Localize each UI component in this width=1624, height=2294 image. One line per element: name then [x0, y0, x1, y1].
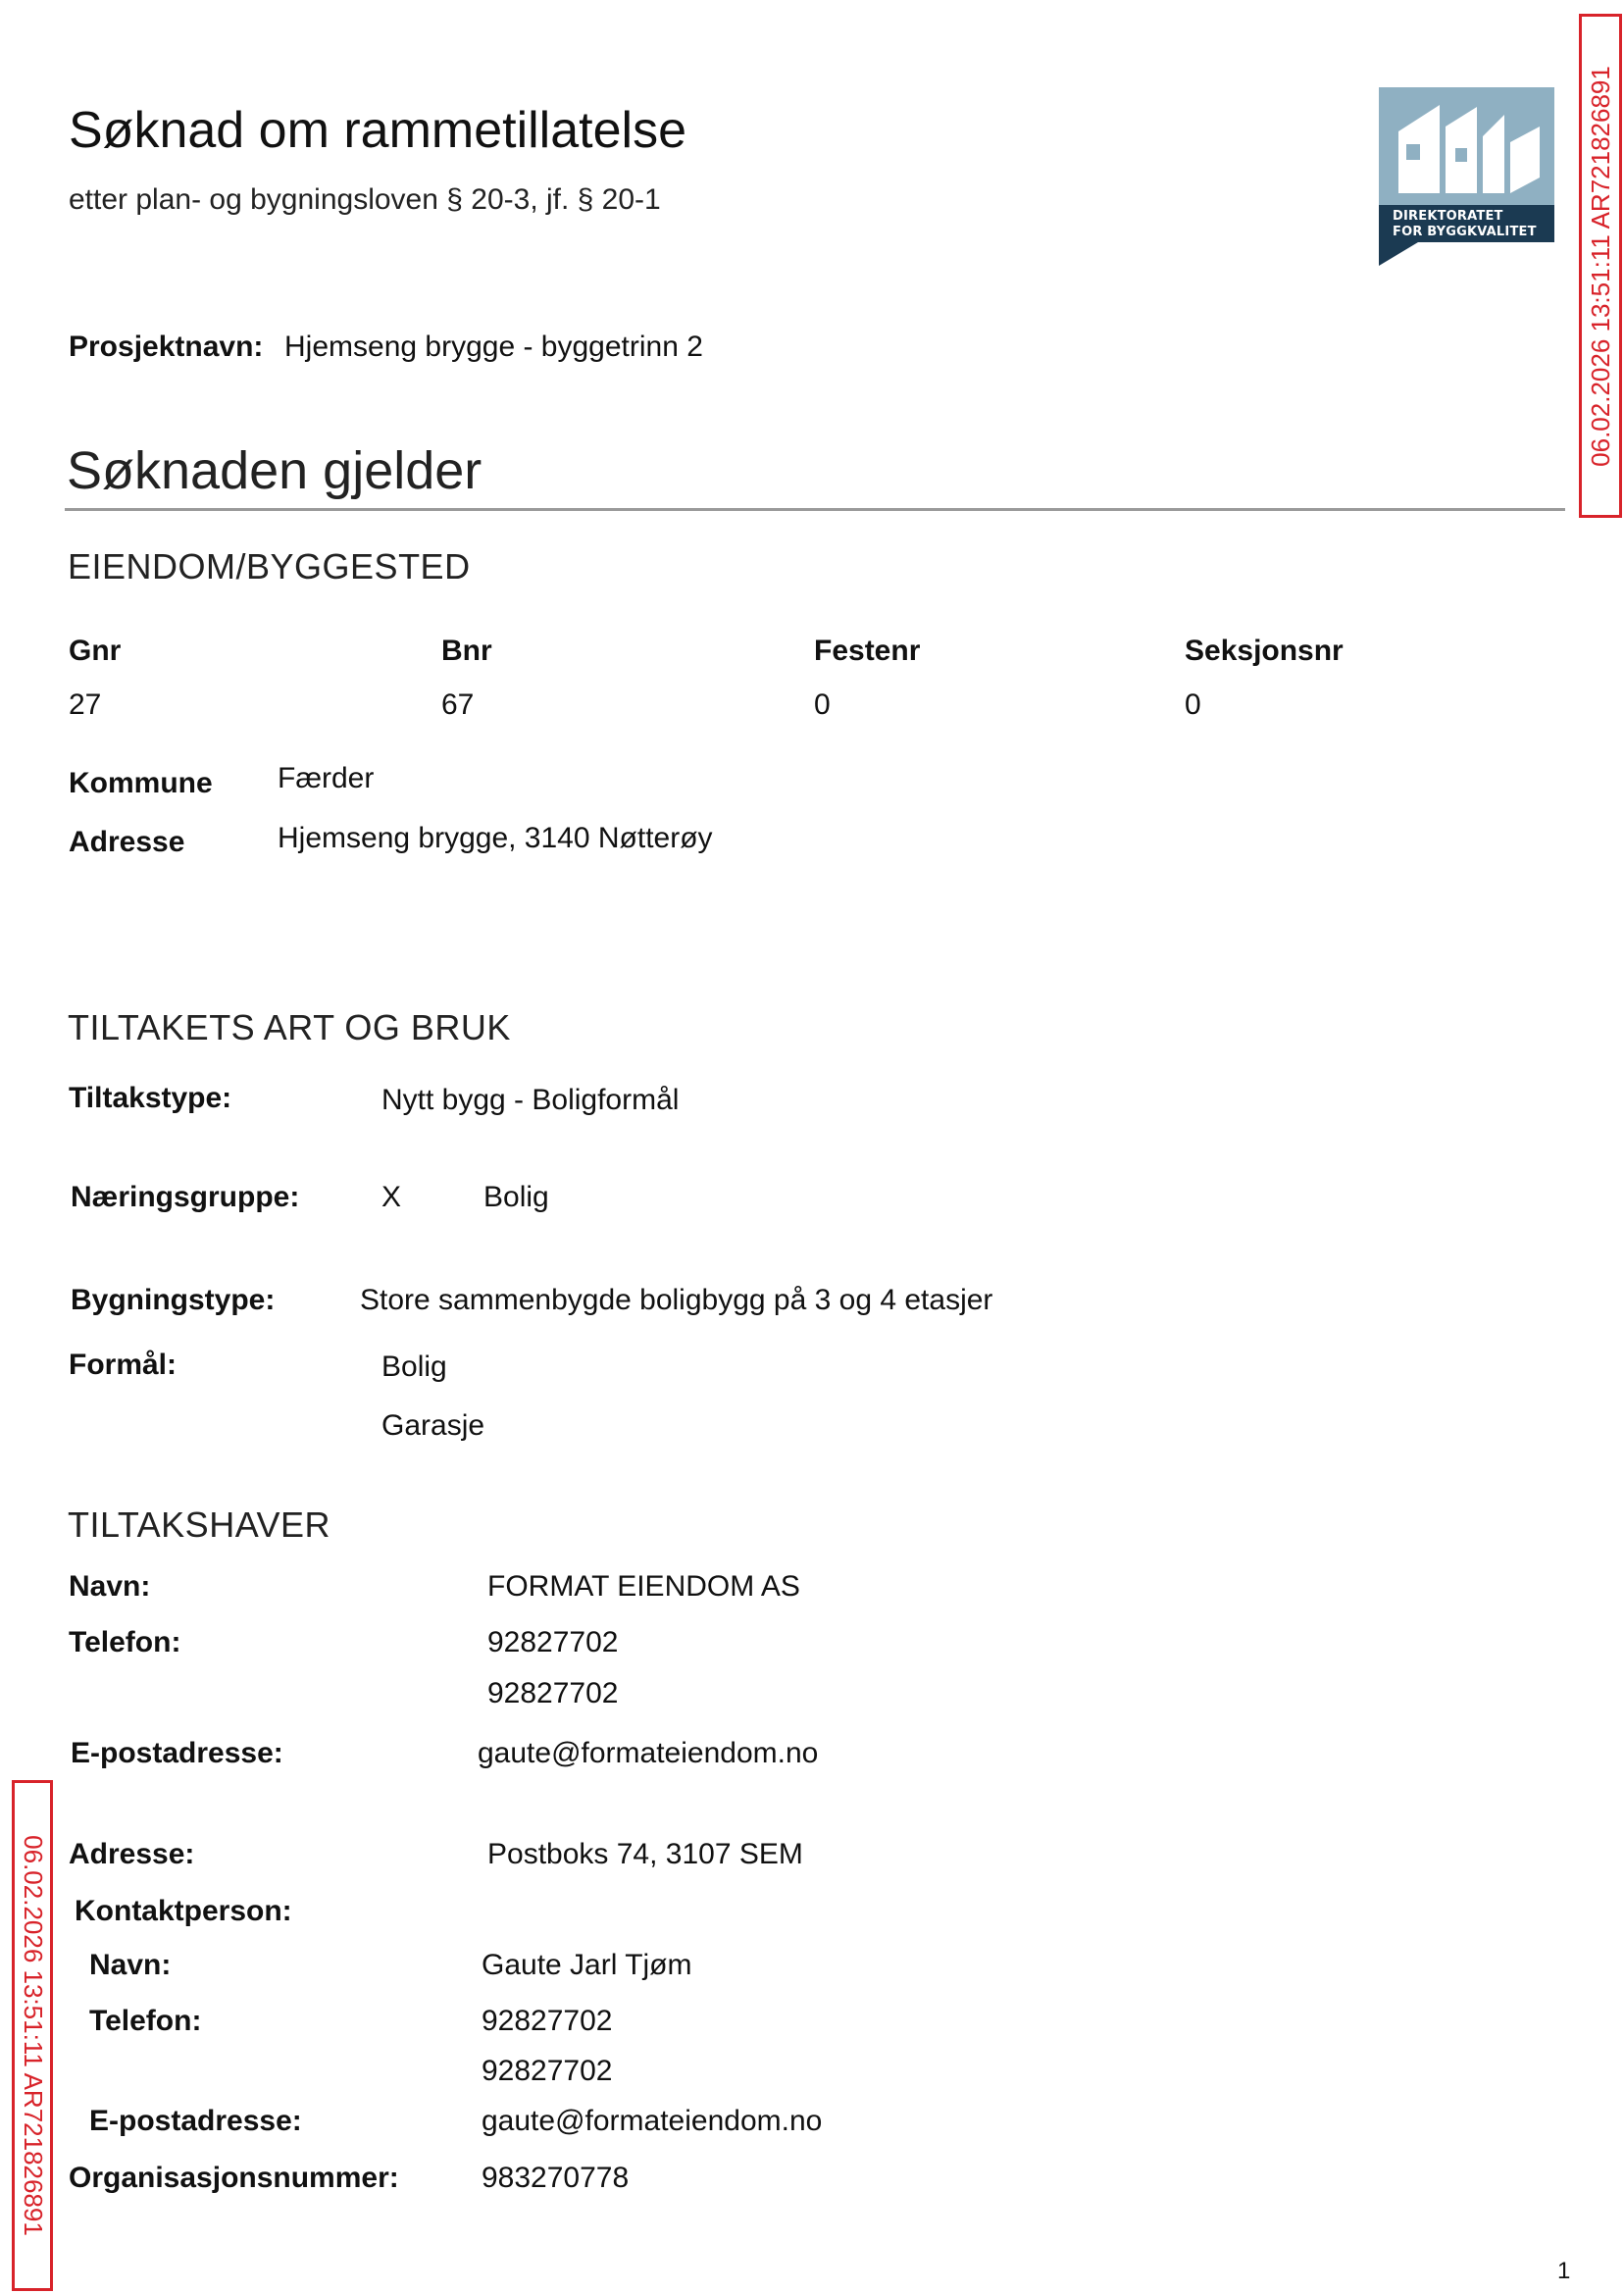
formaal-item: Garasje [381, 1409, 485, 1442]
property-address-value: Hjemseng brygge, 3140 Nøtterøy [278, 822, 713, 854]
contact-name-label: Navn: [89, 1949, 172, 1981]
gnr-value: 27 [69, 688, 102, 721]
seksjonsnr-value: 0 [1185, 688, 1201, 721]
dibk-logo [1379, 87, 1554, 276]
owner-phone-label: Telefon: [69, 1626, 181, 1658]
orgnr-value: 983270778 [482, 2162, 630, 2194]
dibk-building-logo-icon [1379, 87, 1554, 205]
bnr-value: 67 [441, 688, 475, 721]
section-heading-owner: TILTAKSHAVER [68, 1504, 331, 1545]
formaal-label: Formål: [69, 1349, 178, 1381]
orgnr-label: Organisasjonsnummer: [69, 2162, 399, 2194]
contact-email-value: gaute@formateiendom.no [482, 2105, 823, 2137]
timestamp-stamp-bottom [12, 1780, 53, 2291]
timestamp-stamp-top [1579, 14, 1622, 518]
property-address-label: Adresse [69, 826, 185, 858]
heading-divider [65, 508, 1565, 511]
section-heading-measure: TILTAKETS ART OG BRUK [68, 1007, 511, 1047]
owner-address-label: Adresse: [69, 1838, 195, 1870]
bnr-label: Bnr [441, 635, 492, 667]
contact-phone-value: 92827702 [482, 2005, 613, 2037]
stamp-text: 06.02.2026 13:51:11 AR721826891 [1585, 65, 1615, 467]
naeringsgruppe-value: Bolig [483, 1181, 549, 1213]
contact-email-label: E-postadresse: [89, 2105, 302, 2137]
document-subtitle: etter plan- og bygningsloven § 20-3, jf. § 20-1 [69, 183, 661, 216]
owner-email-label: E-postadresse: [71, 1737, 283, 1769]
owner-name-label: Navn: [69, 1570, 151, 1603]
seksjonsnr-label: Seksjonsnr [1185, 635, 1344, 667]
tiltakstype-label: Tiltakstype: [69, 1082, 232, 1114]
project-name: Hjemseng brygge - byggetrinn 2 [284, 331, 703, 363]
owner-name-value: FORMAT EIENDOM AS [487, 1570, 800, 1603]
owner-email-value: gaute@formateiendom.no [478, 1737, 819, 1769]
kommune-label: Kommune [69, 767, 213, 799]
main-heading: Søknaden gjelder [67, 441, 482, 500]
stamp-text: 06.02.2026 13:51:11 AR721826891 [18, 1835, 48, 2236]
logo-line-2: FOR BYGGKVALITET [1393, 225, 1537, 239]
logo-line-1: DIREKTORATET [1393, 209, 1503, 224]
formaal-item: Bolig [381, 1351, 447, 1383]
contact-phone-value: 92827702 [482, 2055, 613, 2087]
bygningstype-value: Store sammenbygde boligbygg på 3 og 4 etasjer [360, 1284, 993, 1316]
project-label: Prosjektnavn: [69, 331, 264, 363]
tiltakstype-value: Nytt bygg - Boligformål [381, 1084, 680, 1116]
festenr-value: 0 [814, 688, 831, 721]
section-heading-property: EIENDOM/BYGGESTED [68, 546, 471, 586]
kommune-value: Færder [278, 762, 375, 794]
bygningstype-label: Bygningstype: [71, 1284, 276, 1316]
document-title: Søknad om rammetillatelse [69, 102, 686, 159]
owner-phone-value: 92827702 [487, 1626, 619, 1658]
naeringsgruppe-label: Næringsgruppe: [71, 1181, 300, 1213]
festenr-label: Festenr [814, 635, 921, 667]
owner-phone-value: 92827702 [487, 1677, 619, 1709]
naeringsgruppe-code: X [381, 1181, 402, 1213]
contact-name-value: Gaute Jarl Tjøm [482, 1949, 692, 1981]
contact-person-label: Kontaktperson: [75, 1895, 292, 1927]
contact-phone-label: Telefon: [89, 2005, 202, 2037]
page-number: 1 [1557, 2258, 1571, 2284]
owner-address-value: Postboks 74, 3107 SEM [487, 1838, 803, 1870]
gnr-label: Gnr [69, 635, 122, 667]
